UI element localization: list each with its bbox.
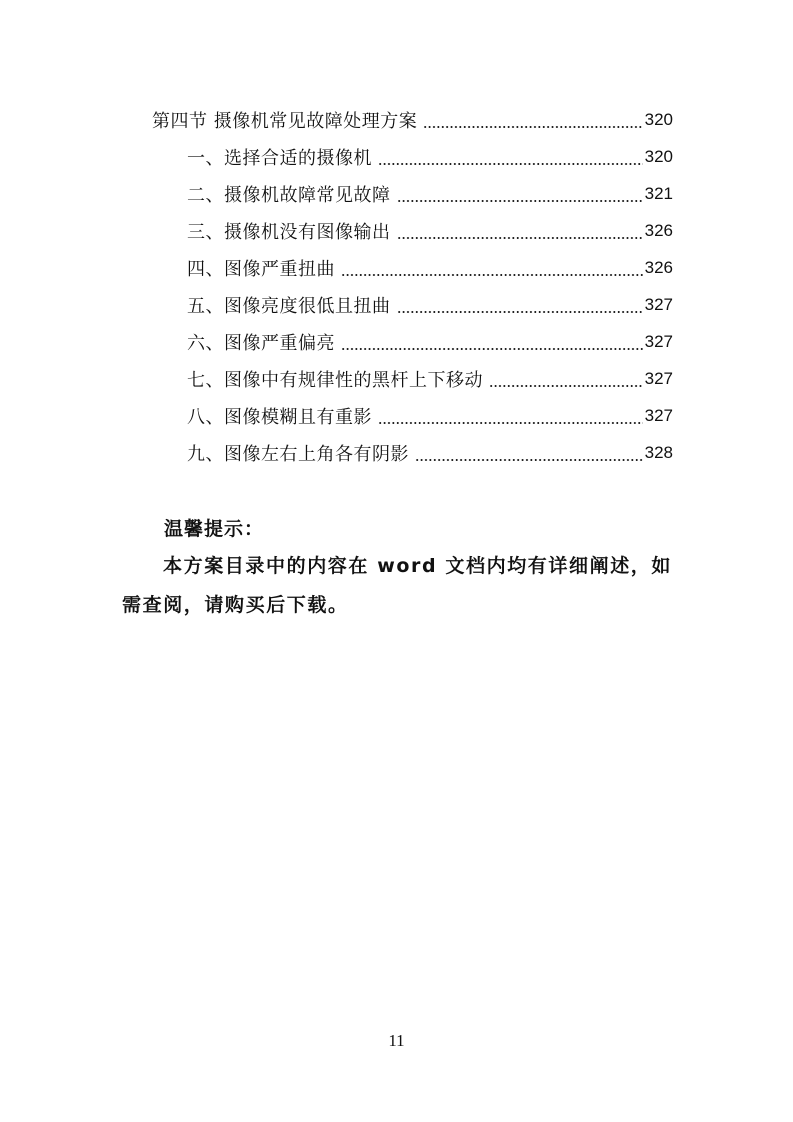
toc-entry-label: 三、摄像机没有图像输出 [187, 221, 391, 243]
toc-entry-label: 九、图像左右上角各有阴影 [187, 443, 409, 465]
toc-entry-page: 320 [644, 109, 673, 129]
toc-entry-page: 327 [644, 331, 673, 351]
toc-entry-label: 第四节 摄像机常见故障处理方案 [152, 110, 418, 132]
toc-entry-label: 八、图像模糊且有重影 [187, 406, 372, 428]
toc-entry-7[interactable] [187, 360, 673, 397]
toc-entry-label: 五、图像亮度很低且扭曲 [187, 295, 391, 317]
toc-dot-leader [423, 126, 642, 128]
notice-title: 温馨提示： [164, 518, 265, 540]
toc-entry-page: 327 [644, 368, 673, 388]
toc-entry-section-4[interactable] [152, 101, 673, 138]
toc-entry-label: 六、图像严重偏亮 [187, 332, 335, 354]
toc-entry-label: 一、选择合适的摄像机 [187, 147, 372, 169]
toc-dot-leader [341, 274, 643, 276]
toc-entry-6[interactable] [187, 323, 673, 360]
toc-entry-1[interactable] [187, 138, 673, 175]
toc-entry-2[interactable] [187, 175, 673, 212]
toc-dot-leader [378, 163, 643, 165]
toc-entry-page: 328 [644, 442, 673, 462]
toc-entry-8[interactable] [187, 397, 673, 434]
toc-entry-label: 四、图像严重扭曲 [187, 258, 335, 280]
toc-entry-page: 326 [644, 220, 673, 240]
toc-entry-page: 327 [644, 405, 673, 425]
toc-entry-label: 二、摄像机故障常见故障 [187, 184, 391, 206]
toc-dot-leader [378, 422, 643, 424]
toc-dot-leader [415, 459, 643, 461]
toc-dot-leader [397, 237, 643, 239]
toc-dot-leader [489, 385, 643, 387]
toc-entry-page: 321 [644, 183, 673, 203]
toc-entry-3[interactable] [187, 212, 673, 249]
toc-dot-leader [341, 348, 643, 350]
toc-entry-9[interactable] [187, 434, 673, 471]
toc-entry-page: 327 [644, 294, 673, 314]
toc-entry-4[interactable] [187, 249, 673, 286]
toc-dot-leader [397, 200, 643, 202]
toc-dot-leader [397, 311, 643, 313]
toc-entry-page: 320 [644, 146, 673, 166]
notice-body: 本方案目录中的内容在 word 文档内均有详细阐述，如需查阅，请购买后下载。 [122, 555, 673, 616]
page-number: 11 [388, 1031, 405, 1050]
toc-entry-page: 326 [644, 257, 673, 277]
toc-entry-label: 七、图像中有规律性的黑杆上下移动 [187, 369, 483, 391]
toc-entry-5[interactable] [187, 286, 673, 323]
